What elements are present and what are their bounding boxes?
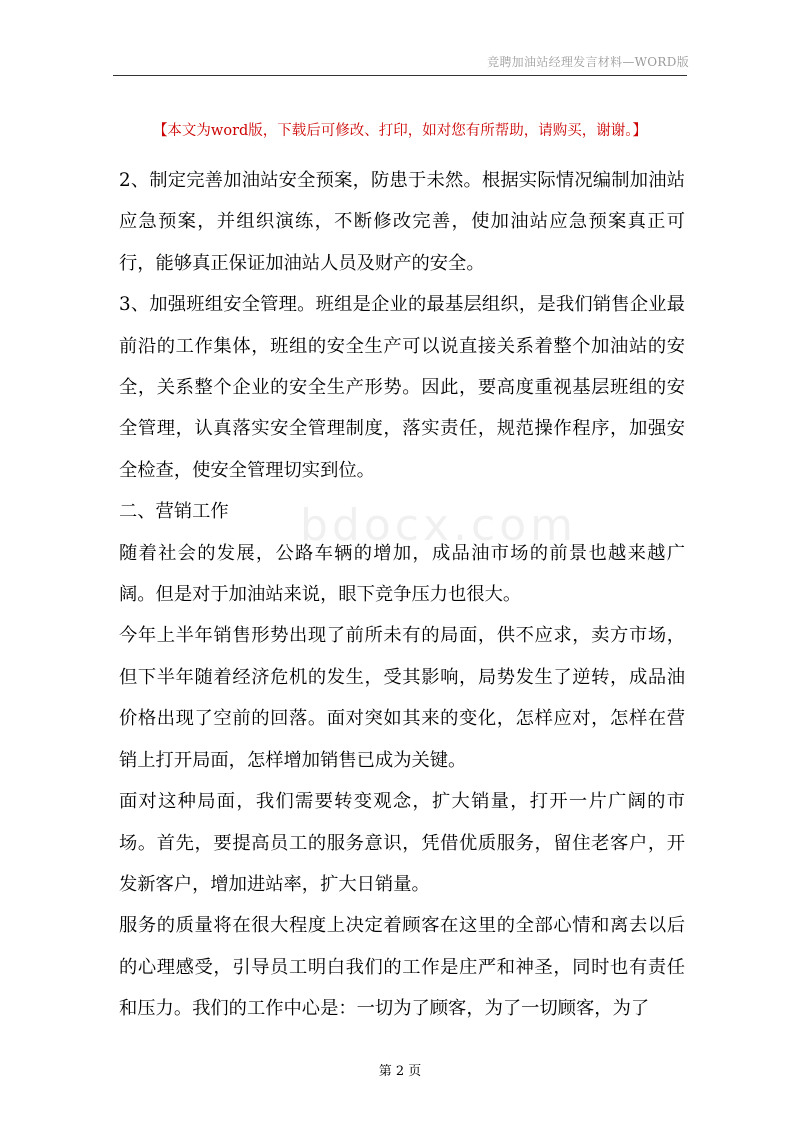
paragraph-strategy: 面对这种局面，我们需要转变观念，扩大销量，打开一片广阔的市场。首先，要提高员工的服务意识，凭借优质服务，留住老客户，开发新客户，增加进站率，扩大日销量。 bbox=[119, 791, 685, 895]
paragraph-safety-plan: 2、制定完善加油站安全预案，防患于未然。根据实际情况编制加油站应急预案，并组织演练，不断修改完善，使加油站应急预案真正可行，能够真正保证加油站人员及财产的安全。 bbox=[119, 170, 685, 274]
section-heading-marketing: 二、营销工作 bbox=[119, 501, 229, 523]
header-divider bbox=[113, 75, 687, 76]
paragraph-sales-situation: 今年上半年销售形势出现了前所未有的局面，供不应求，卖方市场，但下半年随着经济危机的发生，受其影响，局势发生了逆转，成品油价格出现了空前的回落。面对突如其来的变化，怎样应对，怎样在营销上打开局面，怎样增加销售已成为关键。 bbox=[119, 625, 685, 771]
document-body bbox=[119, 160, 685, 1030]
download-notice: 【本文为word版，下载后可修改、打印，如对您有所帮助，请购买，谢谢。】 bbox=[152, 123, 648, 139]
document-header-title: 竞聘加油站经理发言材料—WORD版 bbox=[487, 55, 689, 69]
watermark: bdocx.com bbox=[300, 500, 577, 551]
paragraph-team-safety: 3、加强班组安全管理。班组是企业的最基层组织，是我们销售企业最前沿的工作集体，班组的安全生产可以说直接关系着整个加油站的安全，关系整个企业的安全生产形势。因此，要高度重视基层班组的安全管理，认真落实安全管理制度，落实责任，规范操作程序，加强安全检查，使安全管理切实到位。 bbox=[119, 294, 685, 481]
paragraph-market-outlook: 随着社会的发展，公路车辆的增加，成品油市场的前景也越来越广阔。但是对于加油站来说，眼下竞争压力也很大。 bbox=[119, 542, 685, 606]
paragraph-service-quality: 服务的质量将在很大程度上决定着顾客在这里的全部心情和离去以后的心理感受，引导员工明白我们的工作是庄严和神圣，同时也有责任和压力。我们的工作中心是：一切为了顾客，为了一切顾客，为了 bbox=[119, 915, 685, 1020]
page-number: 第 2 页 bbox=[378, 1064, 422, 1079]
